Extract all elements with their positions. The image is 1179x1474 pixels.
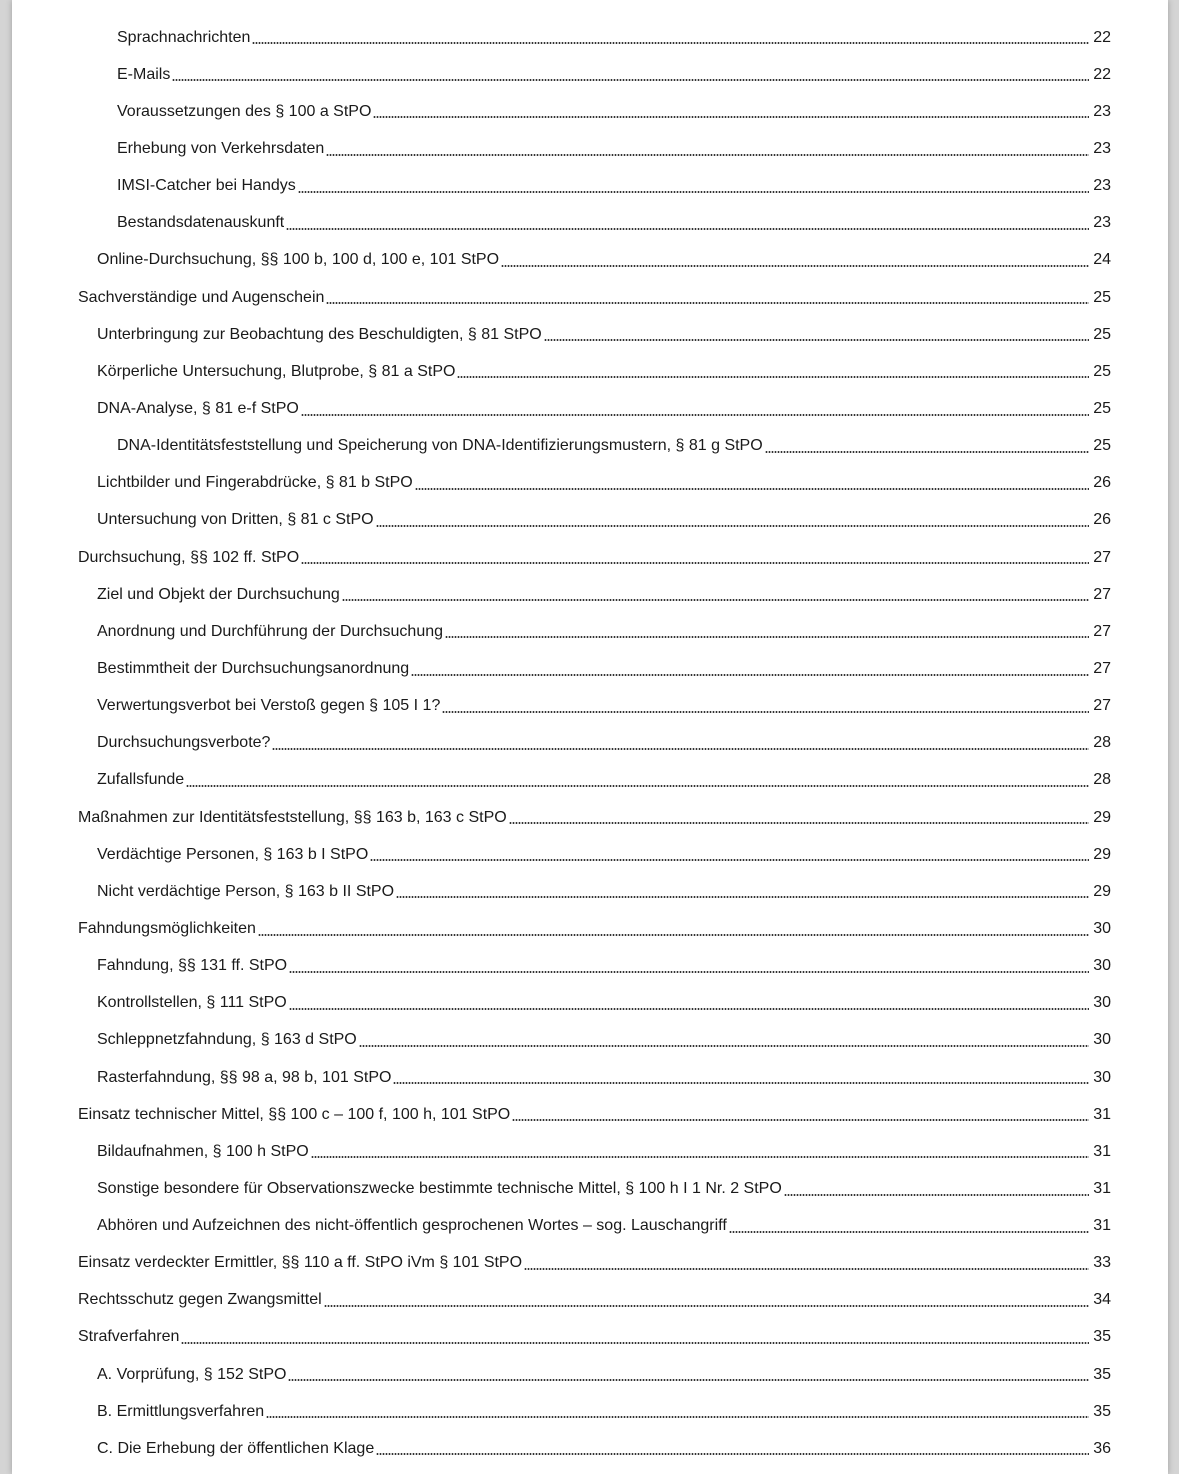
toc-entry-page-number: 22	[1093, 65, 1111, 83]
toc-entry-title: C. Die Erhebung der öffentlichen Klage	[97, 1439, 375, 1457]
toc-entry[interactable]	[12, 873, 1168, 910]
toc-dot-leader	[252, 42, 1089, 44]
toc-dot-leader	[765, 451, 1089, 453]
toc-entry-title: Ziel und Objekt der Durchsuchung	[97, 585, 340, 603]
toc-dot-leader	[509, 822, 1089, 824]
toc-entry-title: Bildaufnahmen, § 100 h StPO	[97, 1142, 309, 1160]
toc-dot-leader	[393, 1082, 1089, 1084]
toc-entry[interactable]	[12, 1282, 1168, 1319]
toc-entry[interactable]	[12, 1133, 1168, 1170]
toc-entry-page-number: 26	[1093, 511, 1111, 529]
toc-entry-page-number: 28	[1093, 734, 1111, 752]
toc-dot-leader	[457, 376, 1089, 378]
toc-entry-title: Online-Durchsuchung, §§ 100 b, 100 d, 100 e, 101 StPO	[97, 251, 500, 269]
toc-entry-page-number: 30	[1093, 994, 1111, 1012]
toc-entry[interactable]	[12, 1022, 1168, 1059]
toc-entry-page-number: 26	[1093, 474, 1111, 492]
toc-entry-page-number: 35	[1093, 1365, 1111, 1383]
toc-entry-title: Verdächtige Personen, § 163 b I StPO	[97, 845, 369, 863]
document-page	[12, 0, 1168, 1474]
toc-entry-title: IMSI-Catcher bei Handys	[117, 177, 296, 195]
toc-entry-title: Nicht verdächtige Person, § 163 b II StPO	[97, 882, 395, 900]
toc-entry-page-number: 33	[1093, 1254, 1111, 1272]
toc-entry[interactable]	[12, 948, 1168, 985]
toc-entry-page-number: 23	[1093, 102, 1111, 120]
toc-entry-title: A. Vorprüfung, § 152 StPO	[97, 1365, 287, 1383]
toc-entry-page-number: 25	[1093, 288, 1111, 306]
toc-dot-leader	[524, 1268, 1089, 1270]
toc-entry[interactable]	[12, 390, 1168, 427]
toc-entry-page-number: 23	[1093, 139, 1111, 157]
toc-dot-leader	[289, 971, 1089, 973]
toc-entry-page-number: 36	[1093, 1439, 1111, 1457]
toc-dot-leader	[784, 1194, 1089, 1196]
toc-entry-page-number: 29	[1093, 845, 1111, 863]
toc-entry[interactable]	[12, 539, 1168, 576]
toc-entry[interactable]	[12, 1430, 1168, 1467]
toc-entry-title: Schleppnetzfahndung, § 163 d StPO	[97, 1031, 357, 1049]
toc-dot-leader	[172, 79, 1089, 81]
toc-dot-leader	[411, 674, 1089, 676]
toc-dot-leader	[301, 414, 1089, 416]
toc-entry[interactable]	[12, 19, 1168, 56]
toc-entry[interactable]	[12, 1393, 1168, 1430]
toc-entry-title: Lichtbilder und Fingerabdrücke, § 81 b StPO	[97, 474, 413, 492]
toc-dot-leader	[301, 562, 1089, 564]
toc-entry-title: DNA-Identitätsfeststellung und Speicherung von DNA-Identifizierungsmustern, § 81 g StPO	[117, 437, 763, 455]
toc-dot-leader	[544, 339, 1089, 341]
toc-entry-title: Durchsuchungsverbote?	[97, 734, 271, 752]
toc-dot-leader	[289, 1008, 1089, 1010]
toc-entry-title: Strafverfahren	[78, 1328, 180, 1346]
toc-entry-title: B. Ermittlungsverfahren	[97, 1402, 265, 1420]
toc-entry[interactable]	[12, 316, 1168, 353]
toc-entry-page-number: 22	[1093, 28, 1111, 46]
toc-entry-title: Rechtsschutz gegen Zwangsmittel	[78, 1291, 322, 1309]
toc-dot-leader	[272, 748, 1089, 750]
toc-entry-title: Körperliche Untersuchung, Blutprobe, § 81 a StPO	[97, 362, 456, 380]
toc-dot-leader	[376, 525, 1089, 527]
toc-entry-title: Fahndungsmöglichkeiten	[78, 919, 256, 937]
toc-dot-leader	[186, 785, 1089, 787]
toc-entry-page-number: 27	[1093, 548, 1111, 566]
toc-entry-title: Abhören und Aufzeichnen des nicht-öffentlich gesprochenen Wortes – sog. Lauschangriff	[97, 1217, 727, 1235]
toc-entry-title: Maßnahmen zur Identitätsfeststellung, §§ 163 b, 163 c StPO	[78, 808, 507, 826]
toc-entry-page-number: 27	[1093, 622, 1111, 640]
toc-entry-title: Einsatz verdeckter Ermittler, §§ 110 a ff. StPO iVm § 101 StPO	[78, 1254, 523, 1272]
toc-entry[interactable]	[12, 502, 1168, 539]
toc-entry[interactable]	[12, 205, 1168, 242]
toc-entry[interactable]	[12, 1319, 1168, 1356]
toc-dot-leader	[181, 1342, 1089, 1344]
toc-entry-page-number: 31	[1093, 1105, 1111, 1123]
toc-entry-title: Sprachnachrichten	[117, 28, 251, 46]
toc-entry-page-number: 31	[1093, 1142, 1111, 1160]
toc-dot-leader	[324, 1305, 1089, 1307]
toc-entry-page-number: 27	[1093, 585, 1111, 603]
toc-entry[interactable]	[12, 130, 1168, 167]
toc-dot-leader	[288, 1379, 1089, 1381]
toc-dot-leader	[370, 859, 1089, 861]
toc-entry[interactable]	[12, 93, 1168, 130]
toc-entry-title: Anordnung und Durchführung der Durchsuchung	[97, 622, 444, 640]
toc-entry[interactable]	[12, 576, 1168, 613]
toc-entry-title: Unterbringung zur Beobachtung des Beschuldigten, § 81 StPO	[97, 325, 542, 343]
toc-entry-page-number: 25	[1093, 325, 1111, 343]
toc-entry-page-number: 27	[1093, 697, 1111, 715]
toc-dot-leader	[359, 1045, 1089, 1047]
toc-entry-page-number: 30	[1093, 957, 1111, 975]
toc-entry-title: E-Mails	[117, 65, 171, 83]
toc-entry[interactable]	[12, 762, 1168, 799]
toc-entry-page-number: 34	[1093, 1291, 1111, 1309]
toc-entry-title: Zufallsfunde	[97, 771, 185, 789]
toc-entry[interactable]	[12, 242, 1168, 279]
toc-dot-leader	[298, 191, 1089, 193]
toc-entry[interactable]	[12, 465, 1168, 502]
toc-entry[interactable]	[12, 353, 1168, 390]
toc-entry[interactable]	[12, 279, 1168, 316]
toc-dot-leader	[286, 228, 1089, 230]
toc-entry-page-number: 31	[1093, 1217, 1111, 1235]
toc-entry[interactable]	[12, 836, 1168, 873]
toc-entry-page-number: 23	[1093, 214, 1111, 232]
toc-dot-leader	[512, 1119, 1089, 1121]
toc-entry[interactable]	[12, 688, 1168, 725]
toc-entry-page-number: 29	[1093, 808, 1111, 826]
toc-dot-leader	[442, 711, 1089, 713]
toc-dot-leader	[326, 302, 1089, 304]
toc-entry-page-number: 27	[1093, 659, 1111, 677]
toc-entry[interactable]	[12, 650, 1168, 687]
toc-dot-leader	[445, 636, 1089, 638]
toc-entry-title: DNA-Analyse, § 81 e-f StPO	[97, 399, 299, 417]
toc-entry-page-number: 35	[1093, 1402, 1111, 1420]
toc-entry-page-number: 25	[1093, 362, 1111, 380]
toc-entry-title: Voraussetzungen des § 100 a StPO	[117, 102, 372, 120]
toc-dot-leader	[266, 1416, 1089, 1418]
toc-entry-page-number: 24	[1093, 251, 1111, 269]
toc-entry-title: Kontrollstellen, § 111 StPO	[97, 994, 287, 1012]
toc-entry-title: Rasterfahndung, §§ 98 a, 98 b, 101 StPO	[97, 1068, 392, 1086]
toc-entry-page-number: 25	[1093, 399, 1111, 417]
toc-dot-leader	[501, 265, 1089, 267]
toc-entry-page-number: 28	[1093, 771, 1111, 789]
toc-entry-title: Verwertungsverbot bei Verstoß gegen § 105 I 1?	[97, 697, 441, 715]
toc-dot-leader	[376, 1453, 1089, 1455]
toc-dot-leader	[342, 599, 1089, 601]
toc-entry-title: Fahndung, §§ 131 ff. StPO	[97, 957, 288, 975]
toc-entry[interactable]	[12, 1245, 1168, 1282]
table-of-contents	[12, 19, 1168, 1467]
toc-entry-page-number: 25	[1093, 437, 1111, 455]
toc-entry[interactable]	[12, 1096, 1168, 1133]
toc-entry-title: Bestimmtheit der Durchsuchungsanordnung	[97, 659, 410, 677]
toc-dot-leader	[415, 488, 1089, 490]
toc-entry[interactable]	[12, 56, 1168, 93]
toc-entry-page-number: 30	[1093, 919, 1111, 937]
toc-entry[interactable]	[12, 725, 1168, 762]
toc-entry[interactable]	[12, 985, 1168, 1022]
toc-entry-page-number: 23	[1093, 177, 1111, 195]
toc-entry[interactable]	[12, 168, 1168, 205]
toc-entry-page-number: 35	[1093, 1328, 1111, 1346]
toc-dot-leader	[326, 154, 1089, 156]
toc-entry[interactable]	[12, 1059, 1168, 1096]
toc-dot-leader	[373, 116, 1089, 118]
toc-entry-title: Bestandsdatenauskunft	[117, 214, 285, 232]
toc-entry[interactable]	[12, 799, 1168, 836]
toc-entry-title: Durchsuchung, §§ 102 ff. StPO	[78, 548, 300, 566]
toc-entry-page-number: 30	[1093, 1031, 1111, 1049]
toc-entry[interactable]	[12, 613, 1168, 650]
toc-entry-title: Erhebung von Verkehrsdaten	[117, 139, 325, 157]
toc-entry[interactable]	[12, 1170, 1168, 1207]
toc-entry[interactable]	[12, 428, 1168, 465]
toc-dot-leader	[258, 934, 1089, 936]
toc-dot-leader	[729, 1231, 1089, 1233]
toc-entry-title: Sachverständige und Augenschein	[78, 288, 325, 306]
toc-entry[interactable]	[12, 1356, 1168, 1393]
toc-entry[interactable]	[12, 910, 1168, 947]
toc-dot-leader	[311, 1156, 1089, 1158]
toc-entry-page-number: 31	[1093, 1179, 1111, 1197]
toc-entry-title: Untersuchung von Dritten, § 81 c StPO	[97, 511, 374, 529]
toc-entry-title: Sonstige besondere für Observationszwecke bestimmte technische Mittel, § 100 h I 1 Nr. 2 StPO	[97, 1179, 782, 1197]
toc-entry[interactable]	[12, 1208, 1168, 1245]
toc-dot-leader	[396, 896, 1089, 898]
toc-entry-page-number: 30	[1093, 1068, 1111, 1086]
toc-entry-title: Einsatz technischer Mittel, §§ 100 c – 100 f, 100 h, 101 StPO	[78, 1105, 511, 1123]
toc-entry-page-number: 29	[1093, 882, 1111, 900]
